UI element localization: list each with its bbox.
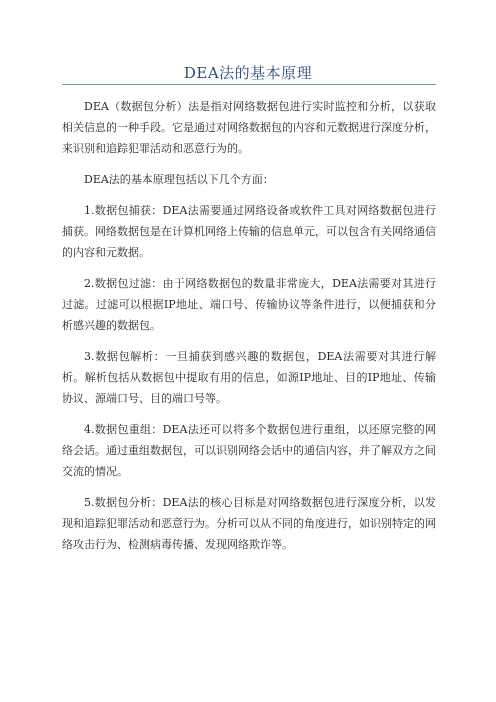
paragraph-packet-capture: 1.数据包捕获：DEA法需要通过网络设备或软件工具对网络数据包进行捕获。网络数据包是在计算机网络上传输的信息单元，可以包含有关网络通信的内容和元数据。 [62, 204, 436, 259]
paragraph-packet-analysis: 5.数据包分析：DEA法的核心目标是对网络数据包进行深度分析，以发现和追踪犯罪活动和恶意行为。分析可以从不同的角度进行，如识别特定的网络攻击行为、检测病毒传播、发现网络欺诈等。 [62, 496, 436, 551]
paragraph-packet-reassembly: 4.数据包重组：DEA法还可以将多个数据包进行重组，以还原完整的网络会话。通过重组数据包，可以识别网络会话中的通信内容，并了解双方之间交流的情况。 [62, 423, 436, 478]
paragraph-principles-heading: DEA法的基本原理包括以下几个方面： [84, 173, 274, 186]
document-body [62, 96, 436, 565]
title-divider [62, 84, 436, 85]
paragraph-packet-filtering: 2.数据包过滤：由于网络数据包的数量非常庞大，DEA法需要对其进行过滤。过滤可以根据IP地址、端口号、传输协议等条件进行，以便捕获和分析感兴趣的数据包。 [62, 277, 436, 332]
page-title: DEA法的基本原理 [183, 64, 313, 82]
paragraph-intro: DEA（数据包分析）法是指对网络数据包进行实时监控和分析，以获取相关信息的一种手段。它是通过对网络数据包的内容和元数据进行深度分析，来识别和追踪犯罪活动和恶意行为的。 [62, 100, 436, 155]
paragraph-packet-parsing: 3.数据包解析：一旦捕获到感兴趣的数据包，DEA法需要对其进行解析。解析包括从数据包中提取有用的信息，如源IP地址、目的IP地址、传输协议、源端口号、目的端口号等。 [62, 350, 436, 405]
